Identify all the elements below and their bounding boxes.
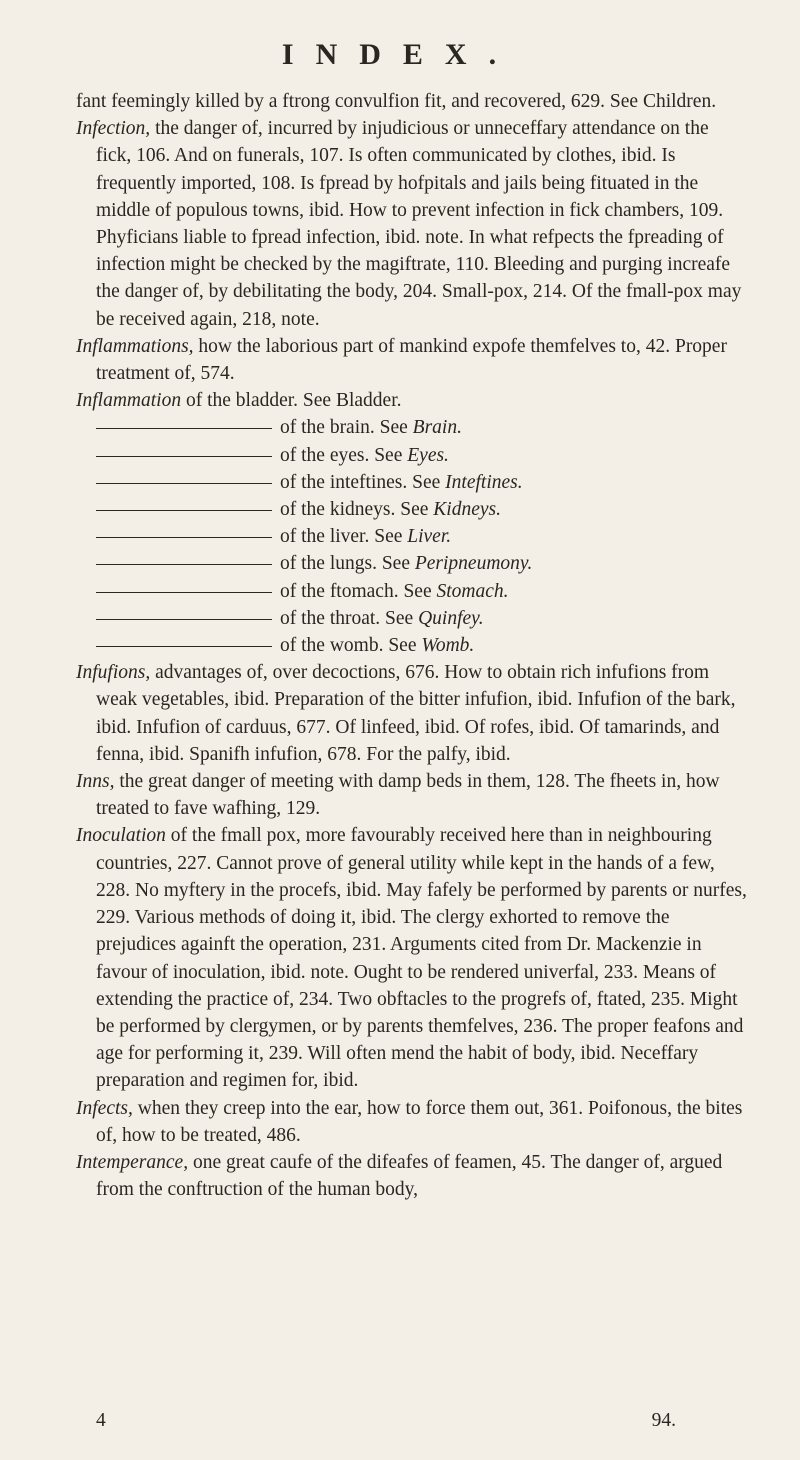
ditto-rule <box>96 428 272 429</box>
sub-entry-stomach: of the ftomach. See Stomach. <box>76 578 748 605</box>
ditto-rule <box>96 592 272 593</box>
sub-entry-intestines: of the inteftines. See Inteftines. <box>76 469 748 496</box>
index-entry-inflammation: Inflammation of the bladder. See Bladder. <box>76 390 402 412</box>
page-header: INDEX. <box>281 38 519 71</box>
index-entry-continuation: fant feemingly killed by a ftrong convulfion fit, and recovered, 629. See Children. <box>76 91 717 112</box>
ditto-rule <box>96 619 272 620</box>
sub-entry-throat: of the throat. See Quinfey. <box>76 605 748 632</box>
index-entry-infusions: Infufions, advantages of, over decoctions, 676. How to obtain rich infufions from weak vegetables, ibid. Preparation of the bitter infufion, ibid. Infufion of the bark, ibid. Infufion of carduus, 677. Of linfeed, ibid. Of rofes, ibid. Of tamarinds, and fenna, ibid. Spanifh infufion, 678. For the palfy, ibid. <box>76 662 736 765</box>
index-entry-intemperance: Intemperance, one great caufe of the difeafes of feamen, 45. The danger of, argued from the conftruction of the human body, <box>76 1151 723 1201</box>
sub-entry-liver: of the liver. See Liver. <box>76 523 748 550</box>
index-entry-inoculation: Inoculation of the fmall pox, more favourably received here than in neighbouring countries, 227. Cannot prove of general utility while kept in the hands of a few, 228. No myftery in the procefs, ibid. May fafely be performed by parents or nurfes, 229. Various methods of doing it, ibid. The clergy exhorted to remove the prejudices againft the operation, 231. Arguments cited from Dr. Mackenzie in favour of inoculation, ibid. note. Ought to be rendered univerfal, 233. Means of extending the practice of, 234. Two obftacles to the progrefs of, ftated, 235. Might be performed by clergymen, or by parents themfelves, 236. The proper feafons and age for performing it, 239. Will often mend the habit of body, ibid. Neceffary preparation and regimen for, ibid. <box>76 825 747 1092</box>
ditto-rule <box>96 564 272 565</box>
ditto-rule <box>96 537 272 538</box>
catchword: 94. <box>651 1410 676 1431</box>
index-entry-infection: Infection, the danger of, incurred by injudicious or unneceffary attendance on the fick, 106. And on funerals, 107. Is often communicated by clothes, ibid. Is frequently imported, 108. Is fpread by hofpitals and jails being fituated in the middle of populous towns, ibid. How to prevent infection in fick chambers, 109. Phyficians liable to fpread infection, ibid. note. In what refpects the fpreading of infection might be checked by the magiftrate, 110. Bleeding and purging increafe the danger of, by debilitating the body, 204. Small-pox, 214. Of the fmall-pox may be received again, 218, note. <box>76 118 742 330</box>
sub-entry-brain: of the brain. See Brain. <box>76 414 748 441</box>
ditto-rule <box>96 510 272 511</box>
index-body <box>76 88 748 1203</box>
ditto-rule <box>96 456 272 457</box>
index-entry-inns: Inns, the great danger of meeting with damp beds in them, 128. The fheets in, how treated to fave wafhing, 129. <box>76 771 720 820</box>
ditto-rule <box>96 646 272 647</box>
index-entry-insects: Infects, when they creep into the ear, how to force them out, 361. Poifonous, the bites of, how to be treated, 486. <box>76 1097 743 1146</box>
sub-entry-eyes: of the eyes. See Eyes. <box>76 442 748 469</box>
sub-entry-womb: of the womb. See Womb. <box>76 632 748 659</box>
sub-entry-lungs: of the lungs. See Peripneumony. <box>76 550 748 577</box>
signature-mark: 4 <box>96 1410 106 1431</box>
index-entry-inflammations: Inflammations, how the laborious part of mankind expofe themfelves to, 42. Proper treatment of, 574. <box>76 335 727 385</box>
ditto-rule <box>96 483 272 484</box>
sub-entry-kidneys: of the kidneys. See Kidneys. <box>76 496 748 523</box>
